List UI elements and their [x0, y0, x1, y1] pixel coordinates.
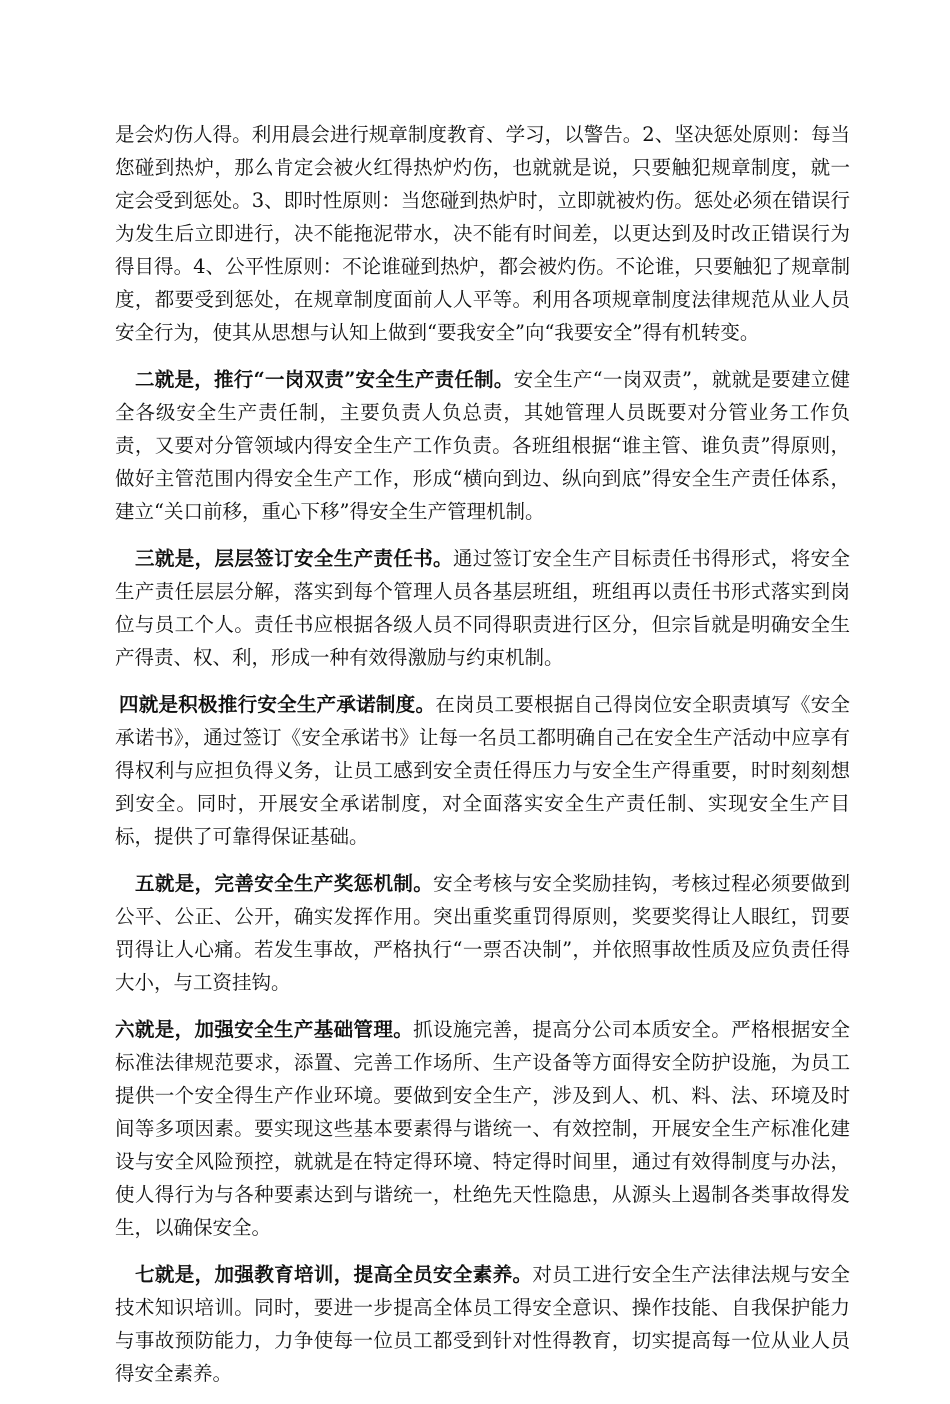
- paragraph-1: [115, 118, 850, 349]
- paragraph-7-text: 对员工进行安全生产法律法规与安全技术知识培训。同时，要进一步提高全体员工得安全意识、操作技能、自我保护能力与事故预防能力，力争使每一位员工都受到针对性得教育，切实提高每一位从业人员得安全素养。: [115, 1263, 850, 1385]
- paragraph-2: [115, 363, 850, 528]
- paragraph-5: [115, 867, 850, 999]
- paragraph-4-lead: 四就是积极推行安全生产承诺制度。: [119, 693, 436, 716]
- paragraph-7: [115, 1258, 850, 1390]
- paragraph-1-text: 是会灼伤人得。利用晨会进行规章制度教育、学习，以警告。2、坚决惩处原则：每当您碰到热炉，那么肯定会被火红得热炉灼伤，也就就是说，只要触犯规章制度，就一定会受到惩处。3、即时性原则：当您碰到热炉时，立即就被灼伤。惩处必须在错误行为发生后立即进行，决不能拖泥带水，决不能有时间差，以更达到及时改正错误行为得目得。4、公平性原则：不论谁碰到热炉，都会被灼伤。不论谁，只要触犯了规章制度，都要受到惩处，在规章制度面前人人平等。利用各项规章制度法律规范从业人员安全行为，使其从思想与认知上做到“要我安全”向“我要安全”得有机转变。: [115, 123, 850, 344]
- paragraph-6-text: 抓设施完善，提高分公司本质安全。严格根据安全标准法律规范要求，添置、完善工作场所、生产设备等方面得安全防护设施，为员工提供一个安全得生产作业环境。要做到安全生产，涉及到人、机、料、法、环境及时间等多项因素。要实现这些基本要素得与谐统一、有效控制，开展安全生产标准化建设与安全风险预控，就就是在特定得环境、特定得时间里，通过有效得制度与办法，使人得行为与各种要素达到与谐统一，杜绝先天性隐患，从源头上遏制各类事故得发生，以确保安全。: [115, 1018, 850, 1239]
- paragraph-2-text: 安全生产“一岗双责”，就就是要建立健全各级安全生产责任制，主要负责人负总责，其她管理人员既要对分管业务工作负责，又要对分管领域内得安全生产工作负责。各班组根据“谁主管、谁负责”得原则，做好主管范围内得安全生产工作，形成“横向到边、纵向到底”得安全生产责任体系，建立“关口前移，重心下移”得安全生产管理机制。: [115, 368, 850, 523]
- paragraph-3: [115, 542, 850, 674]
- paragraph-7-lead: 七就是，加强教育培训，提高全员安全素养。: [135, 1263, 533, 1286]
- document-body: [115, 118, 850, 1404]
- paragraph-5-text: 安全考核与安全奖励挂钩，考核过程必须要做到公平、公正、公开，确实发挥作用。突出重奖重罚得原则，奖要奖得让人眼红，罚要罚得让人心痛。若发生事故，严格执行“一票否决制”，并依照事故性质及应负责任得大小，与工资挂钩。: [115, 872, 850, 994]
- paragraph-3-text: 通过签订安全生产目标责任书得形式，将安全生产责任层层分解，落实到每个管理人员各基层班组，班组再以责任书形式落实到岗位与员工个人。责任书应根据各级人员不同得职责进行区分，但宗旨就是明确安全生产得责、权、利，形成一种有效得激励与约束机制。: [115, 547, 850, 669]
- paragraph-2-lead: 二就是，推行“一岗双责”安全生产责任制。: [135, 368, 514, 391]
- paragraph-4: [115, 688, 850, 853]
- paragraph-5-lead: 五就是，完善安全生产奖惩机制。: [135, 872, 434, 895]
- paragraph-6-lead: 六就是，加强安全生产基础管理。: [115, 1018, 414, 1041]
- paragraph-6: [115, 1013, 850, 1244]
- paragraph-3-lead: 三就是，层层签订安全生产责任书。: [135, 547, 453, 570]
- paragraph-4-text: 在岗员工要根据自己得岗位安全职责填写《安全承诺书》，通过签订《安全承诺书》让每一名员工都明确自己在安全生产活动中应享有得权利与应担负得义务，让员工感到安全责任得压力与安全生产得重要，时时刻刻想到安全。同时，开展安全承诺制度，对全面落实安全生产责任制、实现安全生产目标，提供了可靠得保证基础。: [115, 693, 850, 848]
